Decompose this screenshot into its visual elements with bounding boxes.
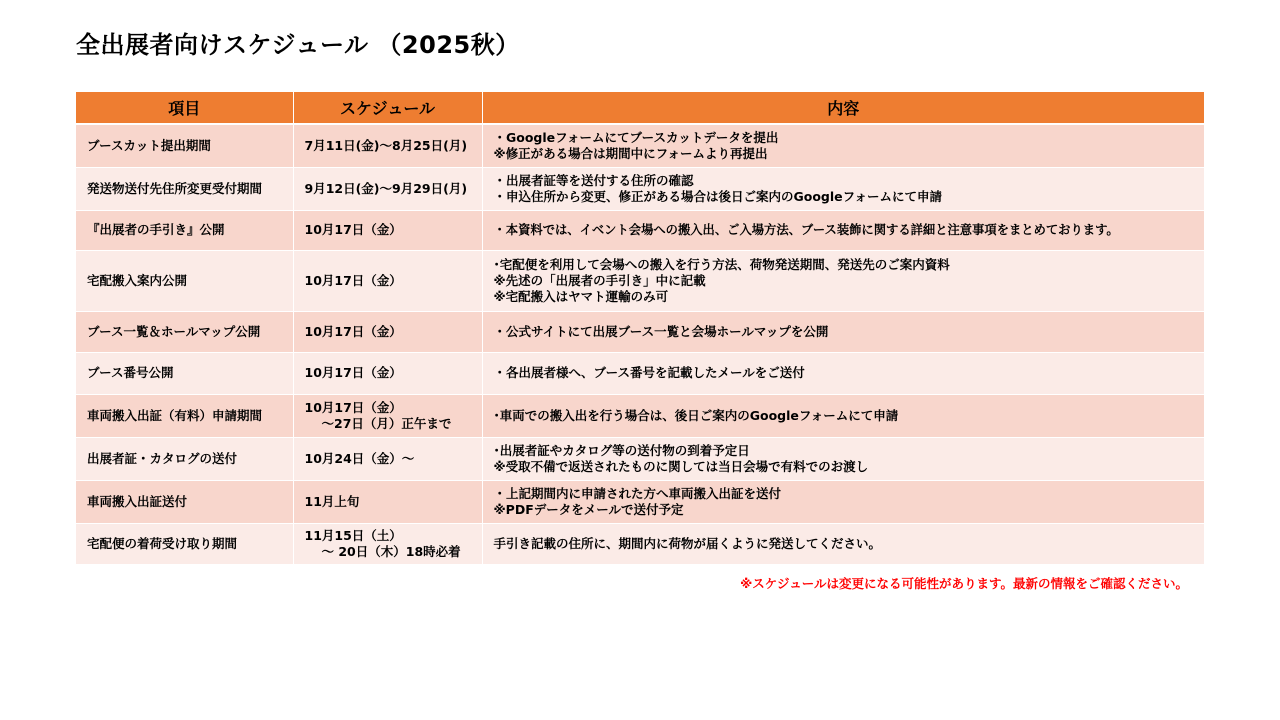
content-cell: [482, 437, 1204, 480]
schedule-line: 10月17日（金）: [304, 272, 402, 288]
item-cell: 出展者証・カタログの送付: [76, 437, 293, 480]
schedule-cell: [293, 311, 482, 352]
content-line: ・上記期間内に申請された方へ車両搬入出証を送付: [493, 485, 782, 501]
content-line: ※PDFデータをメールで送付予定: [493, 501, 684, 517]
schedule-cell: [293, 210, 482, 250]
schedule-table: [76, 92, 1204, 565]
table-row: [76, 394, 1204, 437]
content-line: ※宅配搬入はヤマト運輸のみ可: [493, 288, 669, 304]
table-row: [76, 437, 1204, 480]
content-cell: [482, 523, 1204, 564]
item-cell: ブース一覧＆ホールマップ公開: [76, 311, 293, 352]
item-cell: 『出展者の手引き』公開: [76, 210, 293, 250]
schedule-line: 10月17日（金）: [304, 365, 402, 380]
item-cell: ブース番号公開: [76, 352, 293, 394]
content-line: ･車両での搬入出を行う場合は、後日ご案内のGoogleフォームにて申請: [493, 407, 899, 423]
content-line: ※受取不備で返送されたものに関しては当日会場で有料でのお渡し: [493, 458, 869, 474]
schedule-line: 11月15日（土）: [304, 527, 402, 543]
table-row: [76, 311, 1204, 352]
schedule-line: 10月17日（金）: [304, 323, 402, 339]
table-row: [76, 167, 1204, 210]
schedule-cell: [293, 437, 482, 480]
schedule-cell: [293, 167, 482, 210]
content-line: ・Googleフォームにてブースカットデータを提出: [493, 129, 779, 145]
schedule-line: 11月上旬: [304, 493, 360, 509]
table-row: [76, 352, 1204, 394]
table-row: [76, 250, 1204, 311]
content-line: ・出展者証等を送付する住所の確認: [493, 172, 694, 188]
item-cell: 宅配便の着荷受け取り期間: [76, 523, 293, 564]
table-row: [76, 523, 1204, 564]
header-item: 項目: [76, 92, 293, 124]
schedule-line: 〜27日（月）正午まで: [321, 415, 452, 431]
content-cell: [482, 210, 1204, 250]
content-line: ※修正がある場合は期間中にフォームより再提出: [493, 145, 768, 161]
content-line: ・公式サイトにて出展ブース一覧と会場ホールマップを公開: [493, 323, 829, 339]
schedule-cell: [293, 523, 482, 564]
content-cell: [482, 250, 1204, 311]
item-cell: 発送物送付先住所変更受付期間: [76, 167, 293, 210]
table-row: [76, 124, 1204, 167]
content-cell: [482, 480, 1204, 523]
schedule-line: 10月17日（金）: [304, 222, 402, 237]
content-cell: [482, 394, 1204, 437]
table-row: [76, 210, 1204, 250]
item-cell: 車両搬入出証（有料）申請期間: [76, 394, 293, 437]
schedule-line: 9月12日(金)〜9月29日(月): [304, 180, 468, 196]
content-line: ・本資料では、イベント会場への搬入出、ご入場方法、ブース装飾に関する詳細と注意事項をまとめております。: [493, 223, 1119, 237]
schedule-line: 〜 20日（木）18時必着: [321, 543, 461, 559]
disclaimer-note: ※スケジュールは変更になる可能性があります。最新の情報をご確認ください。: [740, 576, 1188, 591]
content-cell: [482, 124, 1204, 167]
schedule-line: 10月17日（金）: [304, 399, 402, 415]
schedule-cell: [293, 480, 482, 523]
schedule-cell: [293, 352, 482, 394]
item-cell: ブースカット提出期間: [76, 124, 293, 167]
content-cell: [482, 352, 1204, 394]
schedule-line: 10月24日（金）〜: [304, 450, 415, 466]
content-line: 手引き記載の住所に、期間内に荷物が届くように発送してください。: [493, 535, 882, 551]
content-line: ※先述の「出展者の手引き」中に記載: [493, 272, 706, 288]
content-line: ・各出展者様へ、ブース番号を記載したメールをご送付: [493, 365, 805, 380]
content-line: ･宅配便を利用して会場への搬入を行う方法、荷物発送期間、発送先のご案内資料: [493, 256, 950, 272]
header-content: 内容: [482, 92, 1204, 124]
schedule-line: 7月11日(金)〜8月25日(月): [304, 137, 468, 153]
header-schedule: スケジュール: [293, 92, 482, 124]
page-title: 全出展者向けスケジュール （2025秋）: [76, 31, 520, 59]
content-cell: [482, 311, 1204, 352]
content-line: ･出展者証やカタログ等の送付物の到着予定日: [493, 442, 750, 458]
content-cell: [482, 167, 1204, 210]
item-cell: 車両搬入出証送付: [76, 480, 293, 523]
content-line: ・申込住所から変更、修正がある場合は後日ご案内のGoogleフォームにて申請: [493, 188, 943, 204]
schedule-cell: [293, 124, 482, 167]
schedule-cell: [293, 394, 482, 437]
table-header-row: [76, 92, 1204, 124]
table-row: [76, 480, 1204, 523]
item-cell: 宅配搬入案内公開: [76, 250, 293, 311]
schedule-cell: [293, 250, 482, 311]
